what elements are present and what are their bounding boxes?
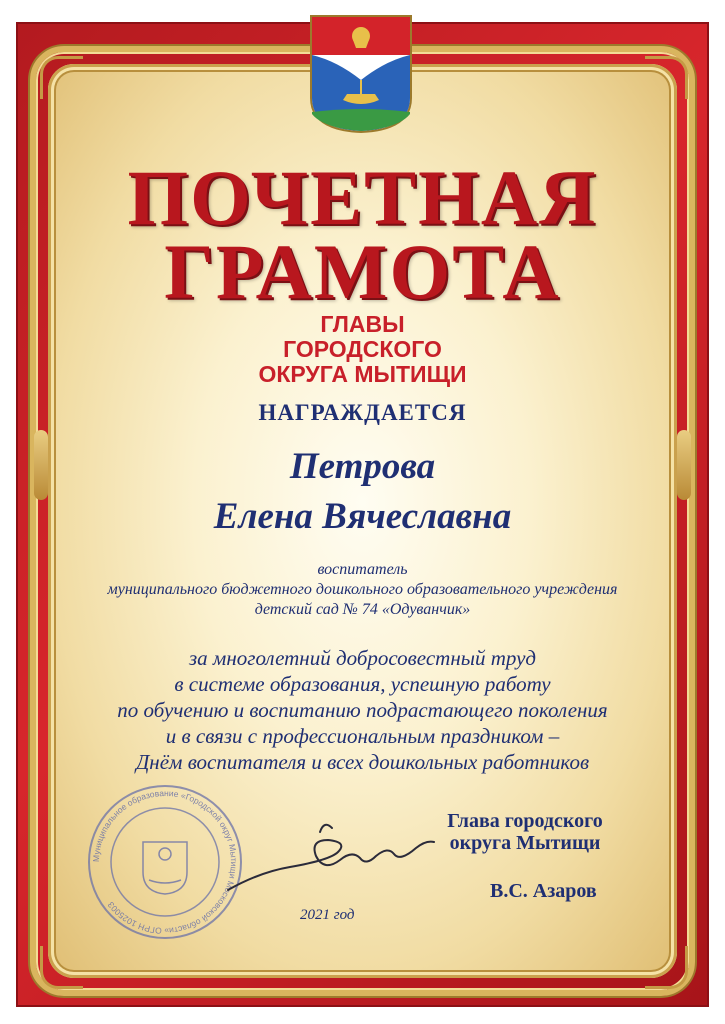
reason-line-1: за многолетний добросовестный труд [188,646,536,670]
recipient-surname: Петрова [289,446,436,487]
svg-text:Муниципальное образование «Гор [91,788,239,936]
corner-ornament-top-left [40,56,83,99]
subtitle-line-3: ОКРУГА МЫТИЩИ [258,361,467,387]
subtitle-line-1: ГЛАВЫ [320,311,405,337]
awarded-label: НАГРАЖДАЕТСЯ [258,400,467,425]
reason-line-4: и в связи с профессиональным праздником – [165,724,560,748]
signatory-title-line-2: округа Мытищи [449,832,601,854]
seal-text: Муниципальное образование «Городской округ Мытищи Московской области» ОГРН 1025003 [90,787,240,937]
signatory-title-line-1: Глава городского [447,810,603,832]
corner-ornament-bottom-right [645,946,688,989]
corner-ornament-bottom-left [40,946,83,989]
reason-line-2: в системе образования, успешную работу [174,672,551,696]
corner-ornament-top-right [645,56,688,99]
issue-year: 2021 год [300,907,355,923]
title-line-2: ГРАМОТА [164,228,561,315]
position-title: воспитатель [317,561,408,578]
title-line-1: ПОЧЕТНАЯ [127,154,598,241]
position-institution: муниципального бюджетного дошкольного образовательного учреждения [107,581,618,598]
reason-line-5: Днём воспитателя и всех дошкольных работников [135,750,590,774]
signature [220,812,440,902]
reason-line-3: по обучению и воспитанию подрастающего поколения [117,698,608,722]
recipient-name: Елена Вячеславна [213,496,512,537]
subtitle-line-2: ГОРОДСКОГО [283,336,442,362]
coat-of-arms-icon [309,14,413,134]
position-kindergarten: детский сад № 74 «Одуванчик» [254,601,471,618]
signatory-name: В.С. Азаров [490,880,597,902]
